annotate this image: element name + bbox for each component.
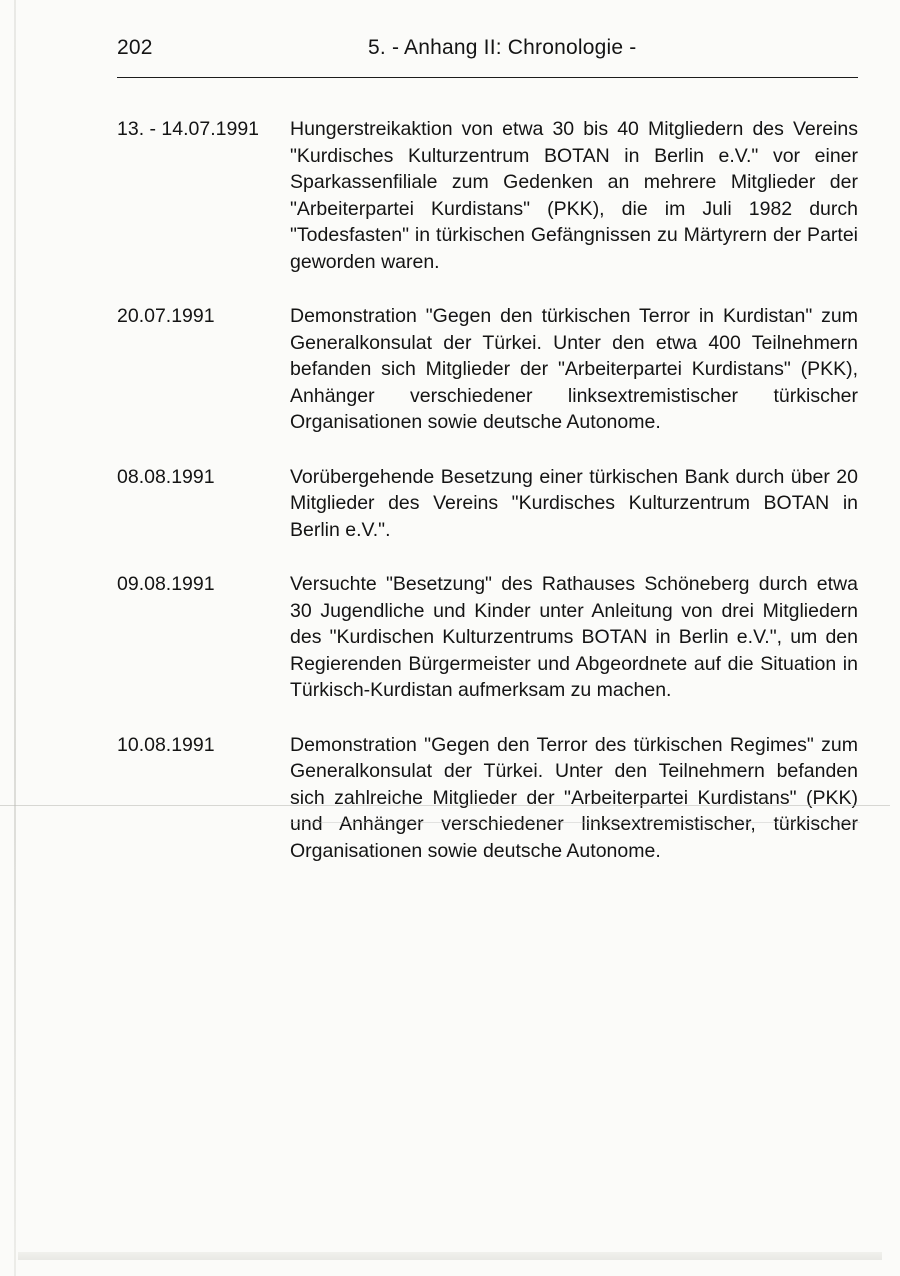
running-title: 5. - Anhang II: Chronologie -: [368, 36, 637, 59]
entry-date: 08.08.1991: [117, 465, 215, 488]
scan-artifact-line: [0, 805, 890, 806]
chronology-entry: [117, 116, 862, 275]
chronology-entry: [117, 464, 862, 544]
entry-date: 09.08.1991: [117, 573, 215, 595]
entry-text: Vorübergehende Besetzung einer türkischen Bank durch über 20 Mitglieder des Vereins "Kurdisches Kulturzentrum BOTAN in Berlin e.V.".: [290, 465, 858, 541]
scan-artifact-line: [290, 822, 860, 823]
entry-date: 13. - 14.07.1991: [117, 118, 260, 140]
entry-text: Hungerstreikaktion von etwa 30 bis 40 Mitgliedern des Vereins "Kurdisches Kulturzentrum BOTAN in Berlin e.V." vor einer Sparkassenfiliale zum Gedenken an mehrere Mitglieder der "Arbeiterpartei Kurdistans" (PKK), die im Juli 1982 durch "Todesfasten" in türkischen Gefängnissen zu Märtyrern der Partei geworden waren.: [290, 118, 858, 273]
scan-bottom-shadow: [18, 1252, 882, 1260]
page-number: 202: [117, 36, 153, 59]
entry-text: Demonstration "Gegen den türkischen Terror in Kurdistan" zum Generalkonsulat der Türkei. Unter den etwa 400 Teilnehmern befanden sich Mitglieder der "Arbeiterpartei Kurdistans" (PKK), Anhänger verschiedener linksextremistischer türkischer Organisationen sowie deutsche Autonome.: [290, 305, 858, 433]
entry-text: Versuchte "Besetzung" des Rathauses Schöneberg durch etwa 30 Jugendliche und Kinder unter Anleitung von drei Mitgliedern des "Kurdischen Kulturzentrums BOTAN in Berlin e.V.", um den Regierenden Bürgermeister und Abgeordnete auf die Situation in Türkisch-Kurdistan aufmerksam zu machen.: [290, 573, 858, 701]
page-header: [117, 36, 857, 66]
header-divider: [117, 77, 858, 78]
scan-edge-shadow: [14, 0, 16, 1276]
entry-date: 20.07.1991: [117, 305, 215, 327]
chronology-entry: [117, 732, 862, 865]
chronology-list: [117, 116, 862, 892]
chronology-entry: [117, 571, 862, 704]
entry-text: Demonstration "Gegen den Terror des türkischen Regimes" zum Generalkonsulat der Türkei. Unter den Teilnehmern befanden sich zahlreiche Mitglieder der "Arbeiterpartei Kurdistans" (PKK) und Anhänger verschiedener linksextremistischer, türkischer Organisationen sowie deutsche Autonome.: [290, 733, 858, 862]
entry-date: 10.08.1991: [117, 733, 215, 756]
chronology-entry: [117, 303, 862, 436]
